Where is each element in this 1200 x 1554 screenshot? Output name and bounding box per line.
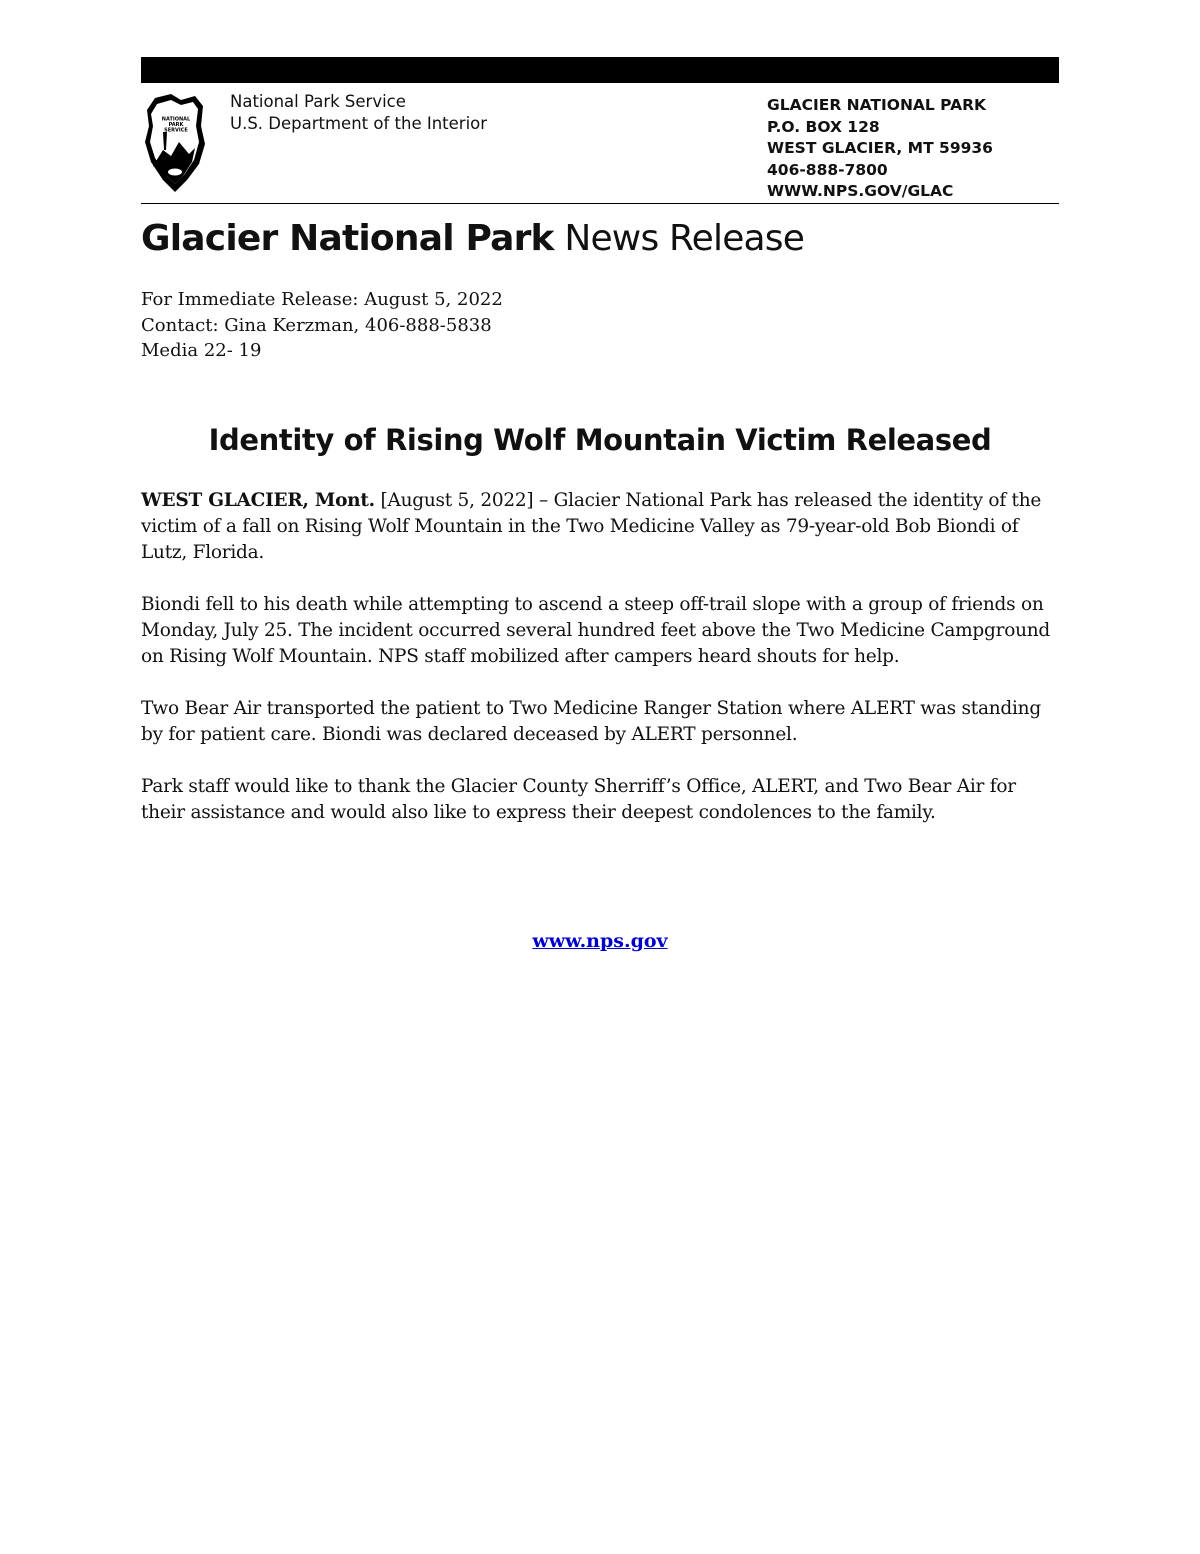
logo-text-service: SERVICE <box>164 127 188 134</box>
address-phone: 406-888-7800 <box>767 160 888 179</box>
masthead-doc-type: News Release <box>564 218 805 259</box>
contact-info: Contact: Gina Kerzman, 406-888-5838 <box>141 314 492 336</box>
paragraph-4: Park staff would like to thank the Glacier County Sherriff’s Office, ALERT, and Two Bear Air for their assistance and would also like to express their deepest condolences to the family. <box>141 776 1016 823</box>
address-po-box: P.O. BOX 128 <box>767 117 880 136</box>
headline: Identity of Rising Wolf Mountain Victim Released <box>208 423 992 457</box>
nps-arrowhead-icon <box>143 92 207 192</box>
address-park-name: GLACIER NATIONAL PARK <box>767 96 987 114</box>
paragraph-1-text: [August 5, 2022] – Glacier National Park has released the identity of the victim of a fall on Rising Wolf Mountain in the Two Medicine Valley as 79-year-old Bob Biondi of Lutz, Florida. <box>141 490 1042 563</box>
agency-name: National Park Service <box>230 92 406 111</box>
masthead-park-name: Glacier National Park <box>141 218 554 259</box>
address-website: WWW.NPS.GOV/GLAC <box>767 182 954 200</box>
department-name: U.S. Department of the Interior <box>230 114 488 133</box>
agency-block <box>230 91 487 135</box>
footer <box>141 928 1059 954</box>
paragraph-2: Biondi fell to his death while attempting to ascend a steep off-trail slope with a group of friends on Monday, July 25. The incident occurred several hundred feet above the Two Medicine Campground on Rising Wolf Mountain. NPS staff mobilized after campers heard shouts for help. <box>141 594 1051 667</box>
paragraph-3: Two Bear Air transported the patient to Two Medicine Ranger Station where ALERT was standing by for patient care. Biondi was declared deceased by ALERT personnel. <box>141 698 1041 745</box>
header-black-bar <box>141 57 1059 83</box>
article-body <box>141 488 1059 852</box>
header-divider <box>141 203 1059 204</box>
media-number: Media 22- 19 <box>141 340 262 361</box>
masthead-title <box>141 215 804 263</box>
paragraph-1 <box>141 488 1059 566</box>
address-city-state: WEST GLACIER, MT 59936 <box>767 139 993 157</box>
park-address-block <box>767 95 993 203</box>
logo-text-national: NATIONAL <box>161 116 191 123</box>
dateline: WEST GLACIER, Mont. <box>141 490 375 511</box>
nps-website-link[interactable]: www.nps.gov <box>532 930 668 952</box>
release-date: For Immediate Release: August 5, 2022 <box>141 289 503 310</box>
logo-text-park: PARK <box>168 122 184 128</box>
release-info <box>141 287 503 364</box>
